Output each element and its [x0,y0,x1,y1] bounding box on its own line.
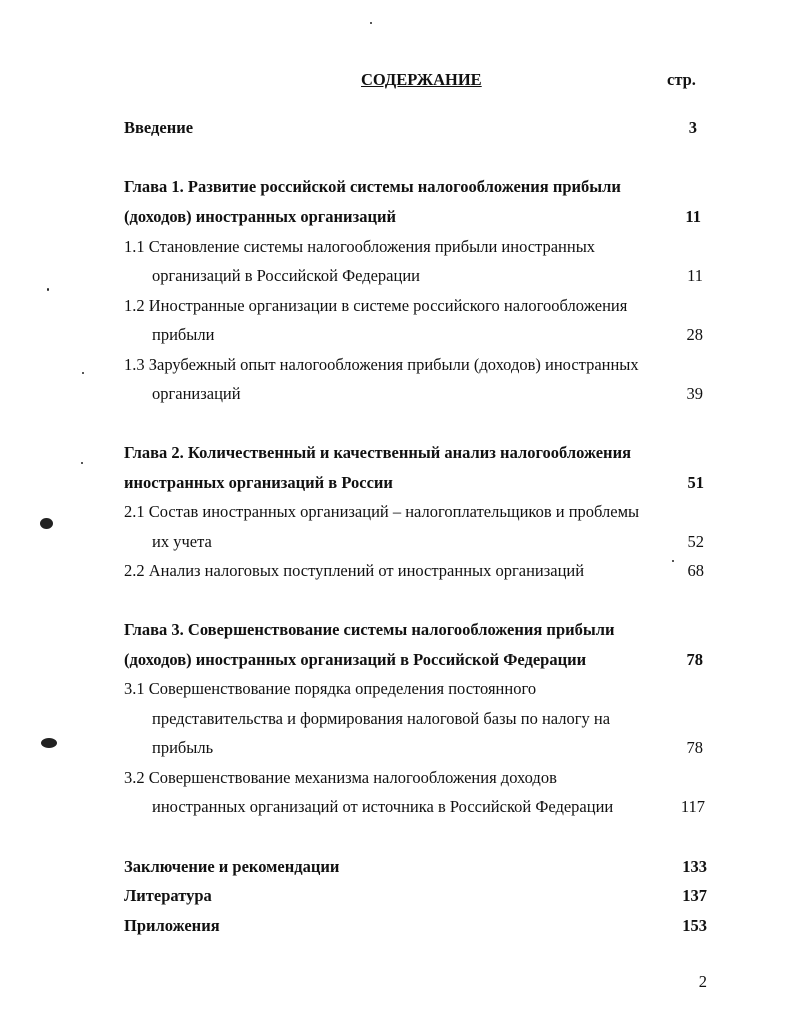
toc-section-1-2-line1: 1.2 Иностранные организации в системе российского налогообложения [124,296,628,315]
scan-speck [47,288,49,291]
toc-section-3-1-line1: 3.1 Совершенствование порядка определения постоянного [124,679,537,698]
toc-section-3-1-line3: прибыль [152,738,214,757]
footer-page-number: 2 [698,972,707,991]
toc-title: СОДЕРЖАНИЕ [361,70,482,89]
toc-section-1-1-line1: 1.1 Становление системы налогообложения прибыли иностранных [124,237,596,256]
scan-speck [672,560,674,562]
toc-section-2-2-line1: 2.2 Анализ налоговых поступлений от иностранных организаций [124,561,585,580]
toc-page-section-1-3: 39 [686,384,703,403]
toc-chapter-1-line2: (доходов) иностранных организаций [124,207,396,226]
scan-blot [40,518,53,529]
toc-page-intro: 3 [688,118,697,137]
toc-page-section-3-2: 117 [680,797,705,816]
toc-page-literature: 137 [682,886,707,905]
toc-page-chapter-2: 51 [687,473,704,492]
toc-page-section-2-2: 68 [687,561,704,580]
toc-section-3-1-line2: представительства и формирования налоговой базы по налогу на [152,709,611,728]
toc-section-3-2-line2: иностранных организаций от источника в Российской Федерации [152,797,614,816]
toc-entry-literature: Литература [124,886,212,905]
page-column-label: стр. [667,70,696,89]
toc-page-section-3-1: 78 [686,738,703,757]
toc-section-2-1-line2: их учета [152,532,212,551]
toc-chapter-3-line1: Глава 3. Совершенствование системы налогообложения прибыли [124,620,615,639]
toc-page-section-1-1: 11 [687,266,703,285]
toc-page-chapter-3: 78 [686,650,703,669]
toc-page-chapter-1: 11 [685,207,701,226]
toc-section-1-2-line2: прибыли [152,325,215,344]
toc-page-conclusion: 133 [682,857,707,876]
toc-page-appendices: 153 [682,916,707,935]
toc-section-3-2-line1: 3.2 Совершенствование механизма налогообложения доходов [124,768,557,787]
toc-page-section-1-2: 28 [686,325,703,344]
toc-chapter-2-line1: Глава 2. Количественный и качественный анализ налогообложения [124,443,631,462]
toc-section-1-1-line2: организаций в Российской Федерации [152,266,420,285]
scan-blot [41,738,57,748]
toc-entry-appendices: Приложения [124,916,220,935]
scan-speck [81,462,83,464]
scan-speck [370,22,372,24]
toc-entry-intro: Введение [124,118,194,137]
toc-entry-conclusion: Заключение и рекомендации [124,857,340,876]
toc-section-1-3-line2: организаций [152,384,241,403]
toc-section-2-1-line1: 2.1 Состав иностранных организаций – налогоплательщиков и проблемы [124,502,640,521]
toc-section-1-3-line1: 1.3 Зарубежный опыт налогообложения прибыли (доходов) иностранных [124,355,639,374]
toc-page-section-2-1: 52 [687,532,704,551]
toc-chapter-2-line2: иностранных организаций в России [124,473,393,492]
toc-chapter-3-line2: (доходов) иностранных организаций в Российской Федерации [124,650,587,669]
scan-speck [82,372,84,374]
toc-chapter-1-line1: Глава 1. Развитие российской системы налогообложения прибыли [124,177,621,196]
